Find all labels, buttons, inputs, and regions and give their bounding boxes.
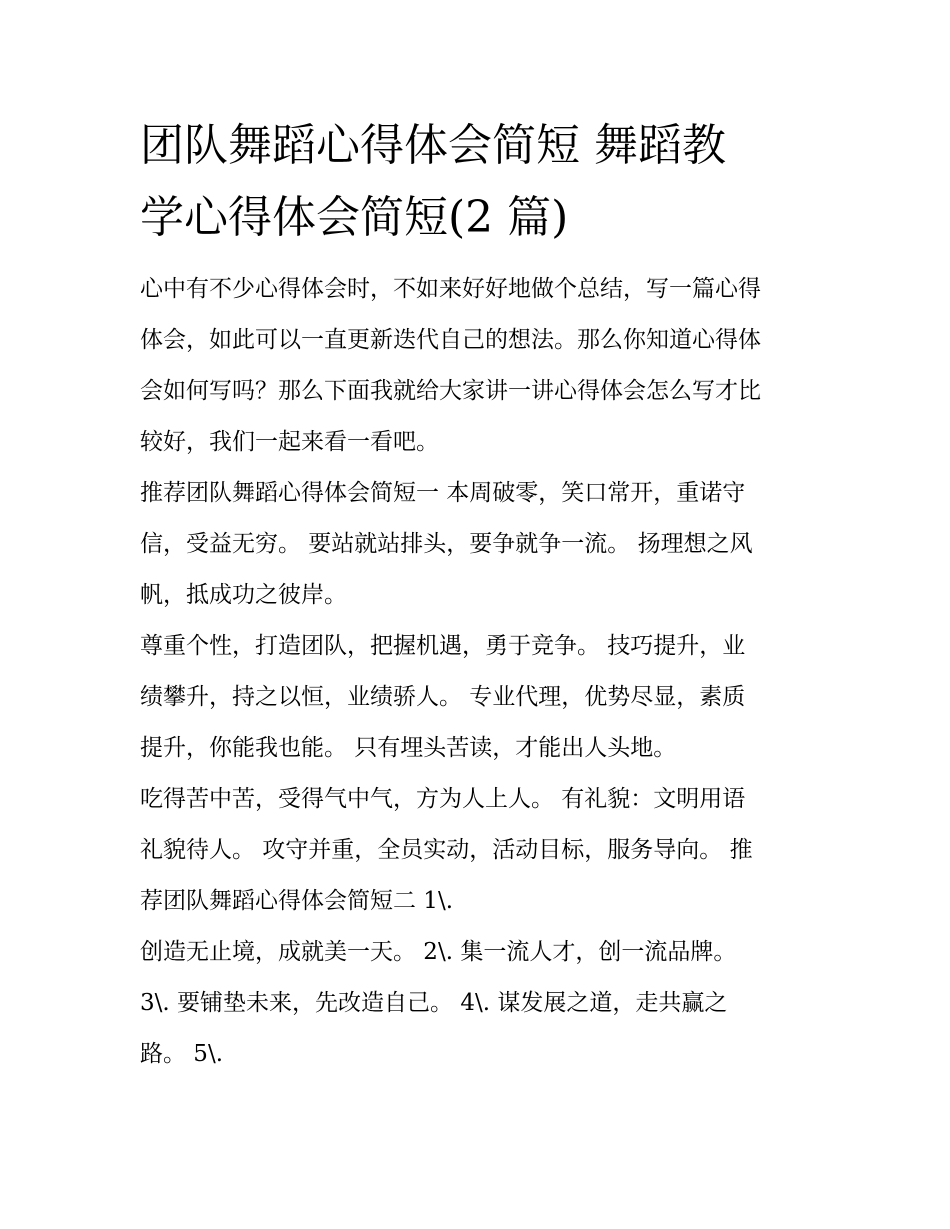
paragraph-intro [140,264,820,468]
paragraph-recommend-one [140,468,820,621]
paragraph-slogans-2 [140,774,820,927]
text-line: 礼貌待人。 攻守并重，全员实动，活动目标，服务导向。 推 [140,837,753,863]
text-line: 吃得苦中苦，受得气中气，方为人上人。 有礼貌：文明用语 [140,786,746,812]
text-line: 信，受益无穷。 要站就站排头，要争就争一流。 扬理想之风 [140,531,753,557]
text-line: 较好，我们一起来看一看吧。 [140,429,439,455]
text-line: 绩攀升，持之以恒，业绩骄人。 专业代理，优势尽显，素质 [140,684,746,710]
text-line: 推荐团队舞蹈心得体会简短一 本周破零，笑口常开，重诺守 [140,480,746,506]
text-line: 会如何写吗？那么下面我就给大家讲一讲心得体会怎么写才比 [140,378,761,404]
text-line: 路。 5\. [140,1041,224,1067]
title-line: 团队舞蹈心得体会简短 舞蹈教 [140,120,726,171]
paragraph-slogans-1 [140,621,820,774]
title-line: 学心得体会简短(2 篇) [140,192,569,243]
text-line: 帆，抵成功之彼岸。 [140,582,347,608]
text-line: 尊重个性，打造团队，把握机遇，勇于竞争。 技巧提升，业 [140,633,746,659]
text-line: 创造无止境，成就美一天。 2\. 集一流人才，创一流品牌。 [140,939,737,965]
paragraph-numbered-slogans [140,927,820,1080]
text-line: 荐团队舞蹈心得体会简短二 1\. [140,888,454,914]
text-line: 3\. 要铺垫未来，先改造自己。 4\. 谋发展之道，走共赢之 [140,990,728,1016]
document-title [140,110,820,254]
text-line: 心中有不少心得体会时，不如来好好地做个总结，写一篇心得 [140,276,761,302]
text-line: 提升，你能我也能。 只有埋头苦读，才能出人头地。 [140,735,677,761]
text-line: 体会，如此可以一直更新迭代自己的想法。那么你知道心得体 [140,327,761,353]
document-page [140,110,820,1080]
